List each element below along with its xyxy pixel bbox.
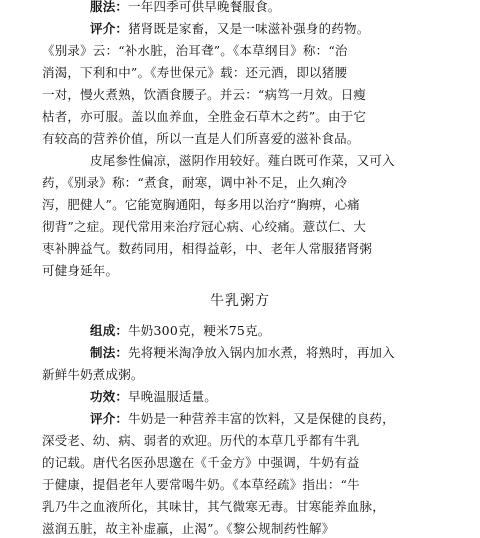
paragraph-line: 彻背”之症。现代常用来治疗冠心病、心绞痛。薏苡仁、大 <box>42 219 367 234</box>
paragraph-line: 枣补脾益气。数药同用，相得益彰，中、老年人常服猪肾粥 <box>42 241 373 256</box>
paragraph-line: 皮尾参性偏凉，滋阴作用较好。薤白既可作菜，又可入 <box>90 153 395 168</box>
paragraph-line: 深受老、幼、病、弱者的欢迎。历代的本草几乎都有牛乳 <box>42 433 360 448</box>
efficacy-text: 早晚温服适量。 <box>128 389 218 404</box>
review-line-1 <box>90 20 480 38</box>
preparation-line <box>90 344 470 362</box>
paragraph-line: 有较高的营养价值，所以一直是人们所喜爱的滋补食品。 <box>42 131 360 146</box>
paragraph-line: 消渴，下利和中”。《寿世保元》载：还元酒，即以猪腰 <box>42 65 348 80</box>
preparation-continued: 新鲜牛奶煮成粥。 <box>42 367 144 382</box>
paragraph-line: 一对，慢火煮熟，饮酒食腰子。并云：“病笃一月效。日瘦 <box>42 87 367 102</box>
paragraph-line: 乳乃牛之血液所化，其味甘，其气微寒无毒。甘寒能养血脉， <box>42 499 385 514</box>
paragraph-line: 泻，肥健人”。它能宽胸通阳，每多用以治疗“胸痹，心痛 <box>42 197 360 212</box>
preparation-text: 先将粳米淘净放入锅内加水煮，将熟时，再加入 <box>128 345 395 360</box>
paragraph-line: 滋润五脏，故主补虚羸，止渴”。《黎公规制药性解》 <box>42 521 335 536</box>
review-line-2 <box>90 410 470 428</box>
usage-line <box>90 0 480 16</box>
composition-line <box>90 322 480 340</box>
paragraph-text: 猪肾既是家畜，又是一味滋补强身的药物。 <box>128 21 370 36</box>
composition-text: 牛奶300克，粳米75克。 <box>128 323 271 338</box>
preparation-label: 制法： <box>90 345 129 360</box>
efficacy-label: 功效： <box>90 389 129 404</box>
composition-label: 组成： <box>90 323 129 338</box>
paragraph-line: 药，《别录》称：“煮食，耐寒，调中补不足，止久痢冷 <box>42 175 348 190</box>
paragraph-line: 于健康，提倡老年人要常喝牛奶。《本草经疏》指出：“牛 <box>42 477 360 492</box>
usage-label: 服法： <box>90 0 129 14</box>
paragraph-text: 牛奶是一种营养丰富的饮料，又是保健的良药， <box>128 411 395 426</box>
section-title: 牛乳粥方 <box>210 293 270 309</box>
review-label: 评介： <box>90 411 129 426</box>
paragraph-line: 的记载。唐代名医孙思邈在《千金方》中强调，牛奶有益 <box>42 455 360 470</box>
usage-text: 一年四季可供早晚餐服食。 <box>128 0 281 14</box>
efficacy-line <box>90 388 480 406</box>
paragraph-line: 可健身延年。 <box>42 263 119 278</box>
review-label: 评介： <box>90 21 129 36</box>
paragraph-line: 枯者，亦可服。盖以血养血，全胜金石草木之药”。由于它 <box>42 109 367 124</box>
paragraph-line: 《别录》云：“补水脏，治耳聋”。《本草纲目》称：“治 <box>42 43 348 58</box>
